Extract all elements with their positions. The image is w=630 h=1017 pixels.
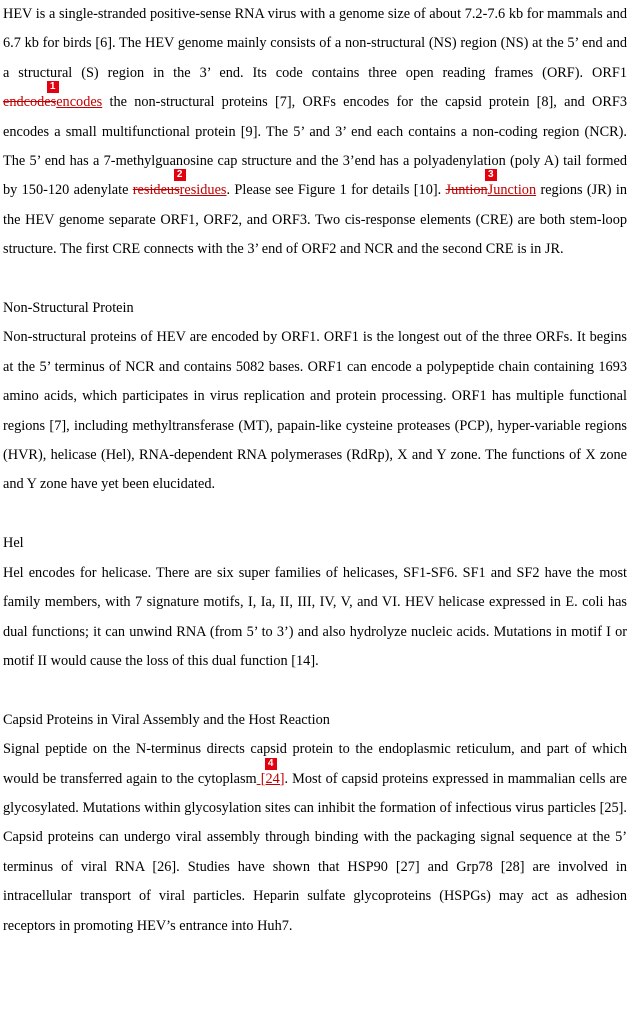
edit-mark-3[interactable] [445,169,537,199]
ns-heading: Non-Structural Protein [3,300,134,317]
edit-mark-1[interactable] [3,81,103,111]
edit-badge-1[interactable]: 1 [47,81,59,93]
spacer [3,676,627,705]
ns-paragraph: Non-structural proteins of HEV are encoded by ORF1. ORF1 is the longest out of the three ORFs. It begins at the 5’ terminus of NCR and contains 5082 bases. ORF1 can encode a polypeptide chain containing 1693 amino acids, which participates in virus replication and protein processing. ORF1 has multiple functional regions [7], including methyltransferase (MT), papain-like cysteine proteases (PCP), hyper-variable regions (HVR), helicase (Hel), RNA-dependent RNA polymerases (RdRp), X and Y zone. The functions of X zone and Y zone have yet been elucidated. [3,329,627,493]
intro-text-1: HEV is a single-stranded positive-sense RNA virus with a genome size of about 7.2-7.6 kb for mammals and 6.7 kb for birds [6]. The HEV genome mainly consists of a non-structural (NS) region (NS) at the 5’ end and a structural (S) region in the 3’ end. Its code contains three open reading frames (ORF). ORF1 [3,6,627,81]
hel-paragraph: Hel encodes for helicase. There are six super families of helicases, SF1-SF6. SF1 and SF2 have the most family members, with 7 signature motifs, I, Ia, II, III, IV, V, and VI. HEV helicase expressed in E. coli has dual functions; it can unwind RNA (from 5’ to 3’) and also hydrolyze nucleic acids. Mutations in motif I or motif II would cause the loss of this dual function [14]. [3,564,627,669]
edit-badge-4[interactable]: 4 [265,758,277,770]
inserted-text-3: Junction [487,182,537,199]
inserted-text-2: residues [179,182,227,199]
edit-mark-2[interactable] [132,169,227,199]
deleted-text-3: Juntion [445,182,488,199]
capsid-paragraph [3,735,627,941]
edit-badge-2[interactable]: 2 [174,169,186,181]
inserted-text-1: encodes [56,94,103,111]
edit-badge-3[interactable]: 3 [485,169,497,181]
intro-paragraph [3,0,627,265]
hel-heading: Hel [3,535,24,552]
inserted-text-4: [24] [256,770,285,787]
edit-mark-4[interactable] [256,757,285,787]
intro-text-2: the non-structural proteins [7], ORFs encodes for the capsid protein [8], and ORF3 encodes a small multifunctional protein [9]. The 5’ and 3’ end each contains a non-coding region (NCR). The 5’ end has a 7-methylguanosine cap structure and the 3’end has a polyadenylation (poly A) tail formed by 150-120 adenylate [3,94,627,199]
spacer [3,500,627,529]
intro-text-4: regions (JR) in the HEV genome separate ORF1, ORF2, and ORF3. Two cis-response elements (CRE) are both stem-loop structure. The first CRE connects with the 3’ end of ORF2 and NCR and the second CRE is in JR. [3,182,627,258]
intro-text-3: . Please see Figure 1 for details [10]. [226,182,446,199]
deleted-text-1: endcodes [3,94,57,111]
deleted-text-2: resideus [132,182,180,199]
spacer [3,265,627,294]
capsid-text-1: Signal peptide on the N-terminus directs capsid protein to the endoplasmic reticulum, and part of which would be transferred again to the cytoplasm [3,741,627,787]
capsid-heading: Capsid Proteins in Viral Assembly and the Host Reaction [3,711,330,728]
capsid-text-2: . Most of capsid proteins expressed in mammalian cells are glycosylated. Mutations within glycosylation sites can inhibit the formation of infectious virus particles [25]. Capsid proteins can undergo viral assembly through binding with the packaging signal sequence at the 5’ terminus of viral RNA [26]. Studies have shown that HSP90 [27] and Grp78 [28] are involved in intracellular transport of viral particles. Heparin sulfate glycoproteins (HSPGs) may act as adhesion receptors in promoting HEV’s entrance into Huh7. [3,770,627,934]
